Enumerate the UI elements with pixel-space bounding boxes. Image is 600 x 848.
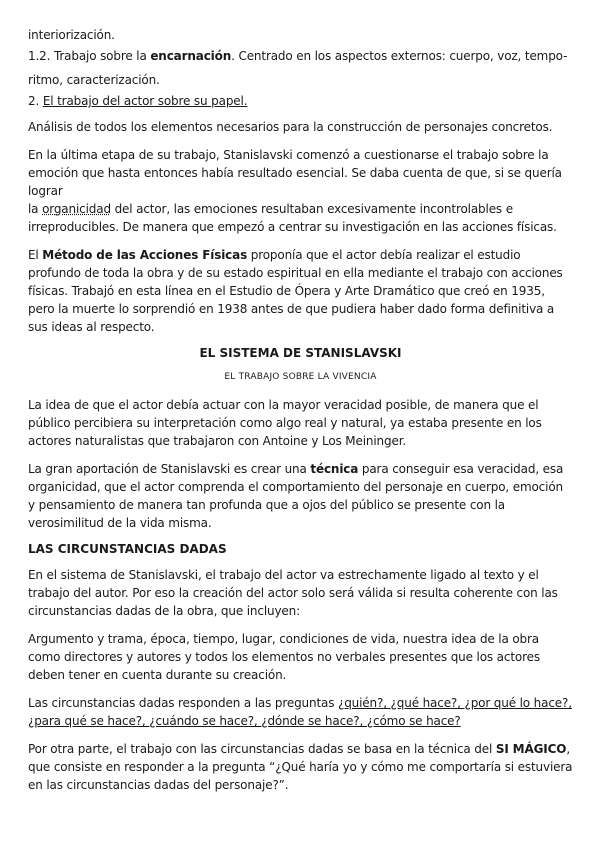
text: interiorización. [28,28,115,42]
term-metodo: Método de las Acciones Físicas [42,248,248,262]
paragraph-preguntas [28,694,573,730]
text-pre: Por otra parte, el trabajo con las circunstancias dadas se basa en la técnica del [28,742,496,756]
paragraph-sistema [28,566,573,620]
section-subtitle: EL TRABAJO SOBRE LA VIVENCIA [224,372,377,382]
link-preguntas-2[interactable]: ¿para qué se hace?, ¿cuándo se hace?, ¿dónde se hace?, ¿cómo se hace? [28,714,461,728]
line-post: del actor, las emociones resultaban excesivamente incontrolables e [110,202,513,216]
line: En la última etapa de su trabajo, Stanislavski comenzó a cuestionarse el trabajo sobre la [28,148,549,162]
text: ritmo, caracterización. [28,73,160,87]
link-preguntas-1[interactable]: ¿quién?, ¿qué hace?, ¿por qué lo hace?, [337,696,572,710]
text-pre: 1.2. Trabajo sobre la [28,49,151,63]
text: Análisis de todos los elementos necesarios para la construcción de personajes concretos. [28,120,553,134]
paragraph-analisis [28,118,573,136]
document-page [28,26,573,794]
text-pre: La gran aportación de Stanislavski es crear una [28,462,311,476]
paragraph-si-magico [28,740,573,794]
heading-circunstancias: LAS CIRCUNSTANCIAS DADAS [28,542,227,556]
text: La idea de que el actor debía actuar con la mayor veracidad posible, de manera que el público percibiera su interpretación como algo real y natural, ya estaba presente en los actores naturalistas que trabajaron con Antoine y Los Meininger. [28,398,542,448]
text-pre: 2. [28,94,43,108]
term-encarnacion: encarnación [150,49,232,63]
section-title: EL SISTEMA DE STANISLAVSKI [199,346,402,360]
text-post: , que consiste en responder a la pregunta “¿Qué haría yo y cómo me comportaría si estuviera en las circunstancias dadas del personaje?”. [28,742,573,792]
text-pre: Las circunstancias dadas responden a las preguntas [28,696,338,710]
text-pre: El [28,248,43,262]
paragraph-encarnacion [28,47,573,65]
paragraph-caracterizacion [28,71,573,89]
line: irreproducibles. De manera que empezó a centrar su investigación en las acciones físicas. [28,220,557,234]
term-tecnica: técnica [310,462,359,476]
line: emoción que hasta entonces había resultado esencial. Se daba cuenta de que, si se quería lograr [28,166,562,198]
text: En el sistema de Stanislavski, el trabajo del actor va estrechamente ligado al texto y el trabajo del autor. Por eso la creación del actor solo será válida si resulta coherente con las circunstancias dadas de la obra, que incluyen: [28,568,558,618]
term-organicidad: organicidad [42,202,111,216]
paragraph-argumento [28,630,573,684]
paragraph-aportacion [28,460,573,532]
line-pre: la [28,202,43,216]
text-post: . Centrado en los aspectos externos: cuerpo, voz, tempo- [231,49,568,63]
link-trabajo-papel[interactable]: El trabajo del actor sobre su papel. [42,94,248,108]
text: Argumento y trama, época, tiempo, lugar, condiciones de vida, nuestra idea de la obra como directores y autores y todos los elementos no verbales presentes que los actores deben tener en cuenta durante su creación. [28,632,540,682]
text-post: para conseguir esa veracidad, esa organicidad, que el actor comprenda el comportamiento del personaje en cuerpo, emoción y pensamiento de manera tan profunda que a ojos del público se presente con la verosimilitud de la vida misma. [28,462,564,530]
paragraph-interiorizacion [28,26,573,44]
paragraph-metodo [28,246,573,336]
text-post: proponía que el actor debía realizar el estudio profundo de toda la obra y de su estado espiritual en ella mediante el trabajo con acciones físicas. Trabajó en esta línea en el Estudio de Ópera y Arte Dramático que creó en 1935, pero la muerte lo sorprendió en 1938 antes de que pudiera haber dado forma definitiva a sus ideas al respecto. [28,248,563,334]
paragraph-ultima-etapa [28,146,573,236]
paragraph-papel [28,92,573,110]
paragraph-idea-veracidad [28,396,573,450]
term-si-magico: SI MÁGICO [495,742,567,756]
